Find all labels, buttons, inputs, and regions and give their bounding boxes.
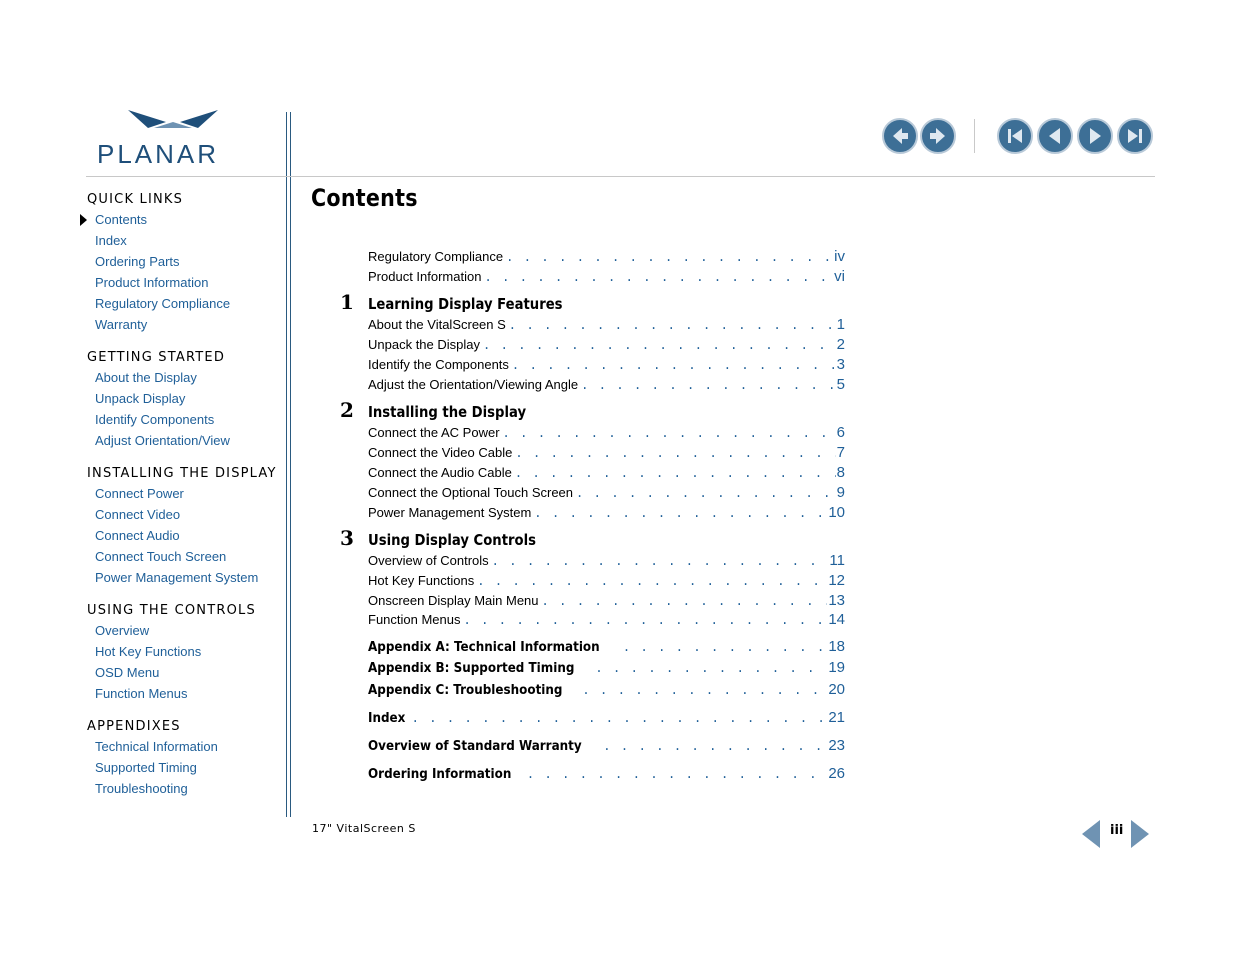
footer-page-number: iii — [1110, 823, 1124, 838]
leader-dots — [603, 739, 827, 753]
chapter-title[interactable]: Installing the Display — [368, 403, 527, 421]
leader-dots — [576, 486, 836, 500]
toc-entry-appendix[interactable] — [368, 681, 845, 701]
triangle-right-icon — [1084, 125, 1106, 147]
toc-page-number[interactable]: 23 — [828, 737, 845, 754]
sidebar-item-power-management[interactable]: Power Management System — [95, 570, 259, 585]
toc-entry[interactable] — [368, 336, 845, 356]
footer-document-title: 17" VitalScreen S — [312, 822, 416, 835]
toc-page-number[interactable]: 7 — [836, 444, 845, 461]
toc-entry[interactable] — [368, 356, 845, 376]
toc-entry-label: Connect the Video Cable — [368, 445, 513, 460]
sidebar-item-about-display[interactable]: About the Display — [95, 370, 197, 385]
back-button[interactable] — [882, 118, 918, 154]
toc-entry[interactable] — [368, 484, 845, 504]
next-page-button[interactable] — [1077, 118, 1113, 154]
toc-page-number[interactable]: 6 — [836, 424, 845, 441]
toc-page-number[interactable]: 20 — [828, 681, 845, 698]
sidebar-item-unpack-display[interactable]: Unpack Display — [95, 391, 186, 406]
toc-entry-appendix[interactable] — [368, 659, 845, 679]
toc-entry[interactable] — [368, 376, 845, 396]
last-page-button[interactable] — [1117, 118, 1153, 154]
leader-dots — [623, 640, 828, 654]
leader-dots — [534, 506, 827, 520]
toc-entry[interactable] — [368, 444, 845, 464]
toc-entry[interactable] — [368, 552, 845, 572]
toc-page-number[interactable]: 3 — [836, 356, 845, 373]
toc-entry-label: Overview of Controls — [368, 553, 489, 568]
toc-page-number[interactable]: 26 — [828, 765, 845, 782]
chapter-title[interactable]: Learning Display Features — [368, 295, 563, 313]
leader-dots — [515, 466, 836, 480]
toc-page-number[interactable]: iv — [834, 248, 845, 265]
toc-entry[interactable] — [368, 268, 845, 288]
footer-previous-page-icon[interactable] — [1080, 818, 1102, 850]
toc-entry-label: Appendix C: Troubleshooting — [368, 683, 563, 698]
sidebar-item-regulatory-compliance[interactable]: Regulatory Compliance — [95, 296, 231, 311]
sidebar-item-index[interactable]: Index — [95, 233, 127, 248]
leader-dots — [506, 250, 833, 264]
chapter-number: 2 — [340, 398, 354, 422]
toc-entry[interactable] — [368, 248, 845, 268]
sidebar-item-hot-key-functions[interactable]: Hot Key Functions — [95, 644, 202, 659]
toc-page-number[interactable]: 18 — [828, 638, 845, 655]
sidebar-item-troubleshooting[interactable]: Troubleshooting — [95, 781, 188, 796]
toc-page-number[interactable]: 2 — [836, 336, 845, 353]
leader-dots — [477, 574, 827, 588]
sidebar-heading-getting-started: GETTING STARTED — [87, 350, 226, 365]
sidebar-item-supported-timing[interactable]: Supported Timing — [95, 760, 197, 775]
toc-entry-label: Power Management System — [368, 505, 532, 520]
toc-entry-label: Unpack the Display — [368, 337, 480, 352]
toc-entry-warranty[interactable] — [368, 737, 845, 757]
chapter-number: 1 — [340, 290, 354, 314]
leader-dots — [492, 554, 829, 568]
toc-page-number[interactable]: 5 — [836, 376, 845, 393]
toc-entry-label: Connect the Optional Touch Screen — [368, 485, 574, 500]
toc-entry[interactable] — [368, 424, 845, 444]
skip-first-icon — [1004, 125, 1026, 147]
sidebar-item-connect-power[interactable]: Connect Power — [95, 486, 184, 501]
toc-page-number[interactable]: 14 — [828, 611, 845, 628]
sidebar-item-function-menus[interactable]: Function Menus — [95, 686, 188, 701]
sidebar-divider-inner — [290, 112, 291, 817]
chapter-title[interactable]: Using Display Controls — [368, 531, 536, 549]
leader-dots — [512, 358, 836, 372]
sidebar-item-ordering-parts[interactable]: Ordering Parts — [95, 254, 180, 269]
toc-entry-ordering[interactable] — [368, 765, 845, 785]
leader-dots — [483, 338, 836, 352]
sidebar-item-connect-audio[interactable]: Connect Audio — [95, 528, 180, 543]
toc-entry[interactable] — [368, 611, 845, 631]
toc-entry-label: Index — [368, 711, 406, 726]
current-page-marker-icon — [80, 214, 87, 226]
leader-dots — [542, 594, 828, 608]
toolbar-separator — [974, 119, 975, 153]
toc-page-number[interactable]: 19 — [828, 659, 845, 676]
sidebar-nav — [87, 190, 282, 799]
toc-entry-label: Appendix A: Technical Information — [368, 640, 600, 655]
sidebar-item-product-information[interactable]: Product Information — [95, 275, 209, 290]
toc-entry-label: Appendix B: Supported Timing — [368, 661, 575, 676]
previous-page-button[interactable] — [1037, 118, 1073, 154]
sidebar-heading-quick-links: QUICK LINKS — [87, 192, 184, 207]
toc-page-number[interactable]: 8 — [836, 464, 845, 481]
first-page-button[interactable] — [997, 118, 1033, 154]
toc-page-number[interactable]: 11 — [829, 552, 845, 569]
sidebar-heading-controls: USING THE CONTROLS — [87, 603, 256, 618]
toc-page-number[interactable]: vi — [834, 268, 845, 285]
toc-entry-label: Hot Key Functions — [368, 573, 475, 588]
sidebar-item-connect-touch-screen[interactable]: Connect Touch Screen — [95, 549, 227, 564]
toc-entry[interactable] — [368, 592, 845, 612]
skip-last-icon — [1124, 125, 1146, 147]
sidebar-item-contents[interactable] — [87, 209, 282, 230]
toc-entry-index[interactable] — [368, 709, 845, 729]
header-rule — [86, 176, 1155, 177]
leader-dots — [582, 683, 827, 697]
toc-entry[interactable] — [368, 464, 845, 484]
toc-page-number[interactable]: 10 — [828, 504, 845, 521]
arrow-right-icon — [927, 125, 949, 147]
toc-entry-appendix[interactable] — [368, 638, 845, 658]
leader-dots — [595, 661, 827, 675]
sidebar-item-technical-information[interactable]: Technical Information — [95, 739, 218, 754]
sidebar-item-label: Contents — [95, 212, 148, 227]
leader-dots — [509, 318, 836, 332]
toc-entry-label: Connect the Audio Cable — [368, 465, 512, 480]
triangle-left-icon — [1044, 125, 1066, 147]
toc-entry-label: Regulatory Compliance — [368, 249, 504, 264]
leader-dots — [527, 767, 828, 781]
toc-entry[interactable] — [368, 504, 845, 524]
toc-entry-label: Overview of Standard Warranty — [368, 739, 582, 754]
sidebar-item-osd-menu[interactable]: OSD Menu — [95, 665, 160, 680]
leader-dots — [515, 446, 835, 460]
sidebar-heading-installing: INSTALLING THE DISPLAY — [87, 466, 277, 481]
leader-dots — [412, 711, 828, 725]
logo-text: PLANAR — [97, 139, 220, 169]
sidebar-item-warranty[interactable]: Warranty — [95, 317, 148, 332]
toc-page-number[interactable]: 9 — [836, 484, 845, 501]
toc-entry-label: Onscreen Display Main Menu — [368, 593, 539, 608]
toc-entry-label: Ordering Information — [368, 767, 512, 782]
toc-page-number[interactable]: 12 — [828, 572, 845, 589]
arrow-left-icon — [889, 125, 911, 147]
sidebar-item-identify-components[interactable]: Identify Components — [95, 412, 215, 427]
leader-dots — [484, 270, 833, 284]
leader-dots — [464, 613, 828, 627]
page-title: Contents — [311, 184, 418, 212]
forward-button[interactable] — [920, 118, 956, 154]
toc-entry[interactable] — [368, 572, 845, 592]
toc-entry-label: Function Menus — [368, 612, 461, 627]
toc-page-number[interactable]: 13 — [828, 592, 845, 609]
sidebar-item-adjust-orientation[interactable]: Adjust Orientation/View — [95, 433, 230, 448]
chapter-number: 3 — [340, 526, 354, 550]
toc-entry-label: Adjust the Orientation/Viewing Angle — [368, 377, 579, 392]
leader-dots — [503, 426, 836, 440]
sidebar-divider — [286, 112, 287, 817]
toc-page-number[interactable]: 1 — [836, 316, 845, 333]
sidebar-item-connect-video[interactable]: Connect Video — [95, 507, 181, 522]
toc-entry-label: Connect the AC Power — [368, 425, 500, 440]
sidebar-item-overview[interactable]: Overview — [95, 623, 150, 638]
toc-page-number[interactable]: 21 — [828, 709, 845, 726]
toc-entry-label: Product Information — [368, 269, 482, 284]
leader-dots — [581, 378, 836, 392]
footer-next-page-icon[interactable] — [1129, 818, 1151, 850]
toc-entry[interactable] — [368, 316, 845, 336]
toc-entry-label: About the VitalScreen S — [368, 317, 506, 332]
sidebar-heading-appendixes: APPENDIXES — [87, 719, 181, 734]
toc-entry-label: Identify the Components — [368, 357, 509, 372]
